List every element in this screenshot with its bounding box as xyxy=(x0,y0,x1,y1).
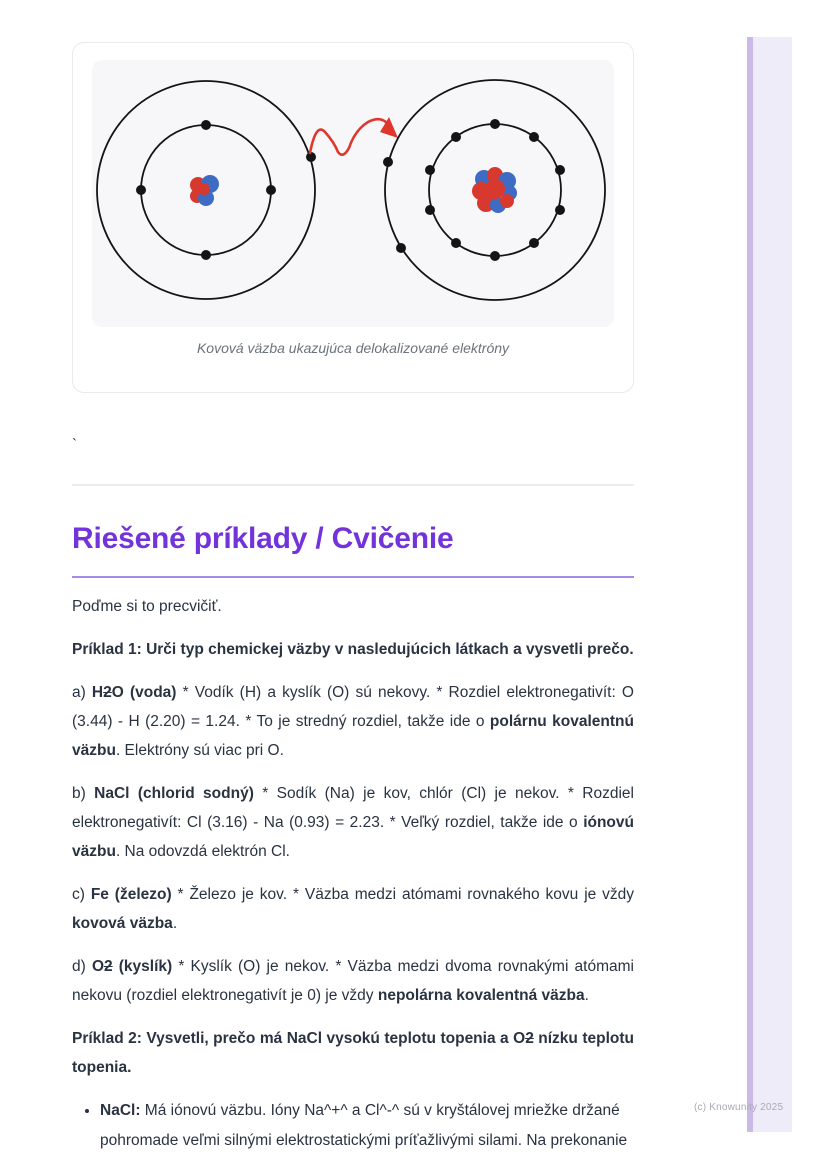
text-run: iónovú väzbu xyxy=(72,814,634,860)
stray-backtick: ` xyxy=(72,436,77,453)
paragraph-d xyxy=(72,952,634,1010)
text-run: kovová väzba xyxy=(72,915,173,932)
text-run: 2 xyxy=(525,1030,534,1047)
text-run: 2 xyxy=(104,958,113,975)
text-run: * Železo je kov. * Väzba medzi atómami rovnakého kovu je vždy xyxy=(171,886,635,903)
bohr-atoms-illustration xyxy=(92,60,614,327)
text-run: polárnu kovalentnú väzbu xyxy=(72,713,634,759)
text-run: Fe (železo) xyxy=(90,886,172,903)
bullet-list xyxy=(72,1096,634,1155)
example2-title xyxy=(72,1024,634,1082)
text-run: * Vodík (H) a kyslík (O) sú nekovy. * Rozdiel elektronegativít: O (3.44) - H (2.20) = 1.24. * To je stredný rozdiel, takže ide o xyxy=(72,684,634,730)
text-run: (kyslík) xyxy=(112,958,173,975)
right-atom xyxy=(383,80,605,300)
intro-paragraph: Poďme si to precvičiť. xyxy=(72,598,222,615)
text-run: 2 xyxy=(103,684,112,701)
text-run: * Sodík (Na) je kov, chlór (Cl) je nekov. * Rozdiel elektronegativít: Cl (3.16) - Na (0.93) = 2.23. * Veľký rozdiel, takže ide o xyxy=(72,785,634,831)
figure-panel xyxy=(92,60,614,327)
text-run: . xyxy=(584,987,589,1004)
electron-transfer-arrow xyxy=(310,117,398,155)
text-run: b) xyxy=(72,785,95,802)
left-atom xyxy=(97,81,316,299)
text-run: H xyxy=(91,684,104,701)
text-run: d) xyxy=(72,958,92,975)
bullet-item-nacl xyxy=(100,1096,634,1155)
text-run: . Elektróny sú viac pri O. xyxy=(115,742,284,759)
text-run: nízku teplotu topenia. xyxy=(72,1030,634,1076)
text-run: nepolárna kovalentná väzba xyxy=(377,987,585,1004)
document-page xyxy=(72,42,634,1169)
paragraph-b xyxy=(72,779,634,866)
paragraph-a xyxy=(72,678,634,765)
figure-caption: Kovová väzba ukazujúca delokalizované elektróny xyxy=(196,340,510,356)
text-run: O (voda) xyxy=(111,684,177,701)
left-nucleus xyxy=(190,175,219,206)
side-accent-bar xyxy=(747,37,792,1132)
text-run: Má iónovú väzbu. Ióny Na^+^ a Cl^-^ sú v kryštálovej mriežke držané pohromade veľmi silnými elektrostatickými príťažlivými silami. Na prekonanie xyxy=(100,1102,628,1149)
text-run: O xyxy=(91,958,104,975)
text-run: NaCl (chlorid sodný) xyxy=(94,785,254,802)
text-run: . xyxy=(172,915,178,932)
text-run: Príklad 2: Vysvetli, prečo má NaCl vysokú teplotu topenia a O xyxy=(72,1030,526,1047)
text-run: c) xyxy=(72,886,91,903)
figure-card xyxy=(72,42,634,393)
text-run: NaCl: xyxy=(100,1102,141,1119)
text-run: . Na odovzdá elektrón Cl. xyxy=(115,843,290,860)
right-nucleus xyxy=(472,167,517,213)
section-heading: Riešené príklady / Cvičenie xyxy=(72,520,634,578)
text-run: a) xyxy=(72,684,92,701)
paragraph-c xyxy=(72,880,634,938)
text-run: * Kyslík (O) je nekov. * Väzba medzi dvoma rovnakými atómami nekovu (rozdiel elektronegativít je 0) je vždy xyxy=(72,958,634,1004)
example1-title: Príklad 1: Urči typ chemickej väzby v nasledujúcich látkach a vysvetli prečo. xyxy=(72,641,634,658)
section-divider xyxy=(72,484,634,486)
copyright-watermark: (c) Knowunity 2025 xyxy=(694,1102,784,1113)
